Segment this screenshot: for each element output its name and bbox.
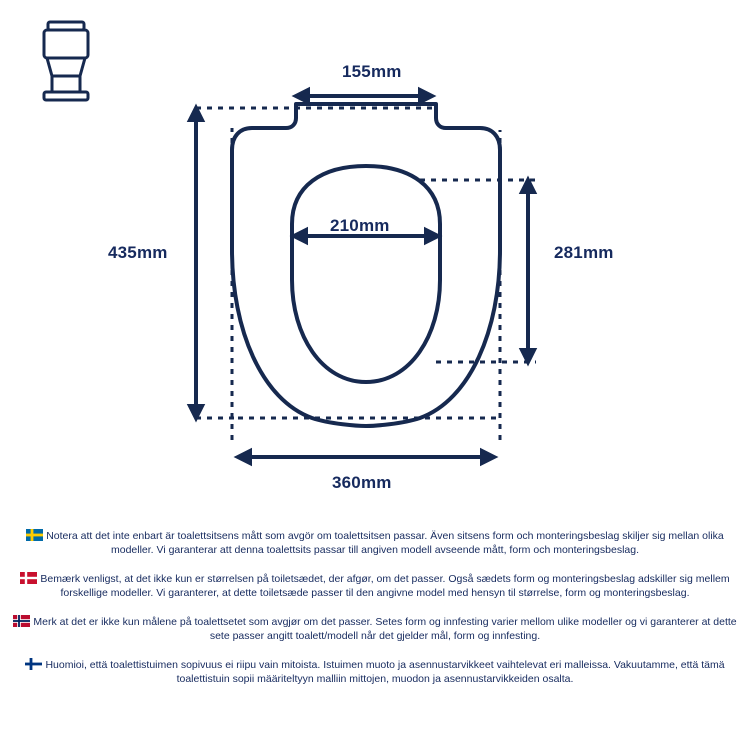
dimension-label-210mm: 210mm [330, 216, 390, 235]
note-label-sv: Notera att det inte enbart är toalettsitsens mått som avgör om toalettsitsen passar. Även sitsens form och monteringsbeslag skiljer sig mellan olika modeller. Vi garanterar att denna toalettsits passar till angiven modell avseende mått, form och monteringsbeslag. [46, 530, 724, 557]
note-item [0, 571, 750, 601]
sweden-flag-icon [26, 529, 43, 541]
dimension-arrow-435mm [190, 108, 202, 418]
seat-inner-opening [292, 166, 440, 382]
dimension-label-281mm: 281mm [554, 243, 614, 262]
note-text-da [8, 571, 742, 601]
dimension-arrow-155mm [296, 90, 432, 102]
denmark-flag-icon [20, 572, 37, 584]
dimension-label-155mm: 155mm [342, 62, 402, 81]
note-label-no: Merk at det er ikke kun målene på toalettsetet som avgjør om det passer. Setes form og innfesting varier mellom ulike modeller og vi garanterer at dette sete passer angitt toalett/modell når det gjelder mål, form og innfesting. [33, 615, 737, 643]
norway-flag-icon [13, 615, 30, 627]
note-item [0, 657, 750, 687]
finland-flag-icon [25, 658, 42, 670]
dimension-arrow-281mm [522, 180, 534, 362]
dimension-guides [196, 108, 536, 440]
note-text-sv [8, 528, 742, 558]
dimension-label-435mm: 435mm [108, 243, 168, 262]
note-item [0, 614, 750, 644]
note-label-fi: Huomioi, että toalettistuimen sopivuus ei riipu vain mitoista. Istuimen muoto ja asennustarvikkeet vaihtelevat eri malleissa. Vakuutamme, että tämä toalettistuin sopii määriteltyyn malliin mittojen, muodon ja asennustarvikkeiden osalta. [45, 658, 725, 686]
dimension-arrow-360mm [238, 451, 494, 463]
dimension-label-360mm: 360mm [332, 473, 392, 492]
language-notes [0, 528, 750, 750]
note-item [0, 528, 750, 558]
note-label-da: Bemærk venligst, at det ikke kun er størrelsen på toiletsædet, der afgør, om det passer. Også sædets form og monteringsbeslag adskiller sig mellem forskellige modeller. Vi garanterer, at dette toiletsæde passer til den angivne model med hensyn til størrelse, form og monteringsbeslag. [40, 572, 730, 600]
seat-outline [232, 104, 500, 426]
note-text-no [8, 614, 742, 644]
note-text-fi [8, 657, 742, 687]
toilet-icon [44, 22, 88, 100]
